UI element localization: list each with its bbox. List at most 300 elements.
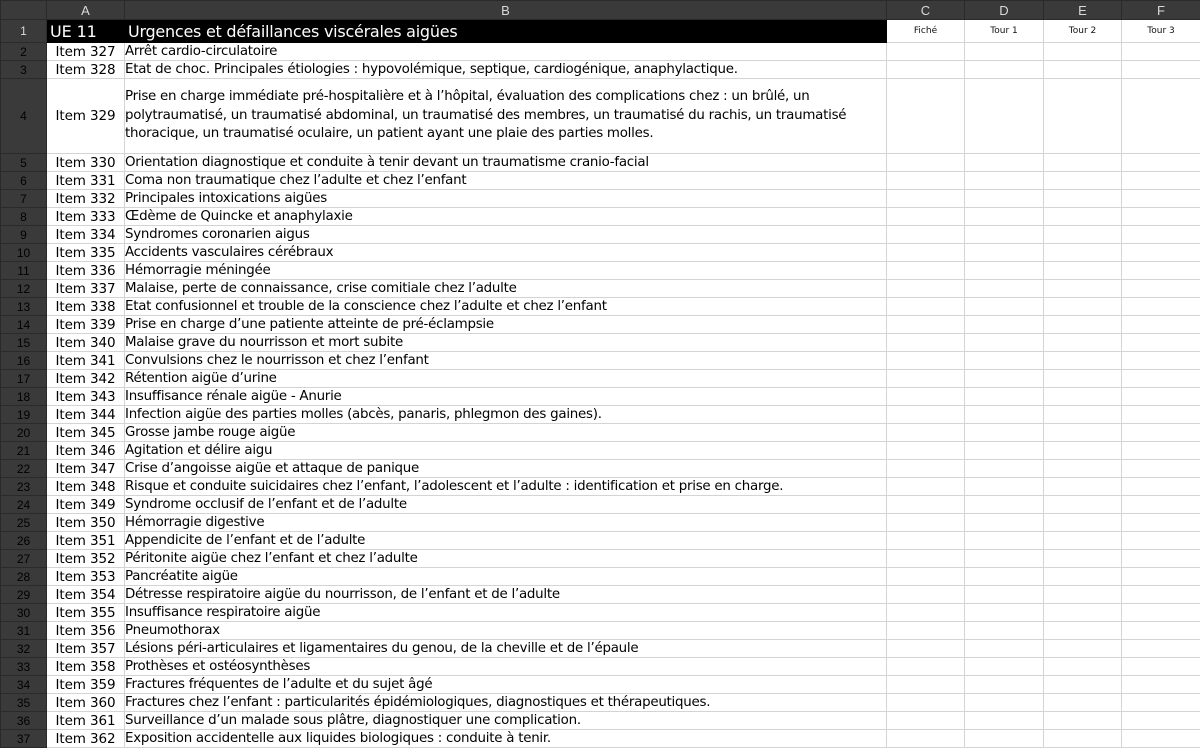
cell-item-label[interactable]: Crise d’angoisse aigüe et attaque de panique <box>125 460 887 478</box>
cell-item-number[interactable]: Item 336 <box>47 262 125 280</box>
table-row <box>1 712 1200 730</box>
cell-item-label[interactable]: Malaise grave du nourrisson et mort subite <box>125 334 887 352</box>
row-header[interactable]: 21 <box>1 442 47 460</box>
cell-tour-1[interactable] <box>965 514 1044 532</box>
column-header-b[interactable]: B <box>125 1 887 20</box>
row-header[interactable]: 9 <box>1 226 47 244</box>
cell-fiche[interactable] <box>887 154 965 172</box>
cell-tour-3[interactable] <box>1122 532 1200 550</box>
cell-item-number[interactable]: Item 329 <box>47 79 125 154</box>
cell-item-label[interactable]: Hémorragie digestive <box>125 514 887 532</box>
cell-fiche[interactable] <box>887 478 965 496</box>
column-header-e[interactable]: E <box>1044 1 1122 20</box>
cell-tour-1[interactable] <box>965 79 1044 154</box>
cell-tour-2[interactable] <box>1044 496 1122 514</box>
table-row <box>1 604 1200 622</box>
select-all-corner[interactable] <box>1 1 47 20</box>
cell-item-label[interactable]: Infection aigüe des parties molles (abcès, panaris, phlegmon des gaines). <box>125 406 887 424</box>
cell-item-number[interactable]: Item 327 <box>47 43 125 61</box>
cell-fiche[interactable] <box>887 244 965 262</box>
cell-tour-1[interactable] <box>965 712 1044 730</box>
table-row <box>1 388 1200 406</box>
cell-fiche[interactable] <box>887 280 965 298</box>
cell-tour-2[interactable] <box>1044 316 1122 334</box>
column-header-row <box>1 1 1200 20</box>
cell-item-label[interactable]: Surveillance d’un malade sous plâtre, diagnostiquer une complication. <box>125 712 887 730</box>
table-row <box>1 640 1200 658</box>
cell-item-label[interactable]: Péritonite aigüe chez l’enfant et chez l’adulte <box>125 550 887 568</box>
cell-fiche[interactable] <box>887 262 965 280</box>
cell-tour-1[interactable] <box>965 298 1044 316</box>
cell-tour-3[interactable] <box>1122 244 1200 262</box>
row-header[interactable]: 7 <box>1 190 47 208</box>
cell-fiche[interactable] <box>887 730 965 748</box>
row-header[interactable]: 11 <box>1 262 47 280</box>
cell-tour-1[interactable] <box>965 568 1044 586</box>
cell-tour-3[interactable] <box>1122 262 1200 280</box>
cell-fiche[interactable] <box>887 406 965 424</box>
cell-tour-3[interactable] <box>1122 280 1200 298</box>
cell-tour-3[interactable] <box>1122 640 1200 658</box>
cell-item-label[interactable]: Pneumothorax <box>125 622 887 640</box>
cell-tour-1[interactable] <box>965 61 1044 79</box>
row-header[interactable]: 17 <box>1 370 47 388</box>
cell-item-number[interactable]: Item 361 <box>47 712 125 730</box>
row-header[interactable]: 19 <box>1 406 47 424</box>
row-header[interactable]: 36 <box>1 712 47 730</box>
cell-fiche[interactable] <box>887 208 965 226</box>
row-header[interactable]: 25 <box>1 514 47 532</box>
cell-tour-3[interactable] <box>1122 43 1200 61</box>
table-row <box>1 154 1200 172</box>
cell-tour-3[interactable] <box>1122 61 1200 79</box>
cell-tour-2[interactable] <box>1044 280 1122 298</box>
cell-tour-2[interactable] <box>1044 622 1122 640</box>
cell-tour-2[interactable] <box>1044 532 1122 550</box>
cell-ue-code[interactable]: UE 11 <box>47 20 125 43</box>
cell-tour-3[interactable] <box>1122 712 1200 730</box>
cell-tour-2[interactable] <box>1044 676 1122 694</box>
cell-fiche[interactable] <box>887 190 965 208</box>
cell-fiche[interactable] <box>887 496 965 514</box>
cell-item-label[interactable]: Insuffisance rénale aigüe - Anurie <box>125 388 887 406</box>
cell-fiche[interactable] <box>887 352 965 370</box>
table-row <box>1 190 1200 208</box>
cell-item-label[interactable]: Syndrome occlusif de l’enfant et de l’adulte <box>125 496 887 514</box>
cell-tour-2[interactable] <box>1044 514 1122 532</box>
cell-item-number[interactable]: Item 345 <box>47 424 125 442</box>
cell-tour-3[interactable] <box>1122 424 1200 442</box>
cell-item-number[interactable]: Item 349 <box>47 496 125 514</box>
cell-tour-2[interactable] <box>1044 352 1122 370</box>
row-header[interactable]: 26 <box>1 532 47 550</box>
table-row <box>1 334 1200 352</box>
cell-tour-3[interactable] <box>1122 226 1200 244</box>
cell-item-number[interactable]: Item 330 <box>47 154 125 172</box>
cell-tour-2[interactable] <box>1044 334 1122 352</box>
column-header-f[interactable]: F <box>1122 1 1200 20</box>
cell-tour-3[interactable] <box>1122 568 1200 586</box>
column-header-a[interactable]: A <box>47 1 125 20</box>
row-header[interactable]: 5 <box>1 154 47 172</box>
cell-item-number[interactable]: Item 346 <box>47 442 125 460</box>
cell-item-number[interactable]: Item 355 <box>47 604 125 622</box>
cell-tour-2[interactable] <box>1044 658 1122 676</box>
cell-item-label[interactable]: Appendicite de l’enfant et de l’adulte <box>125 532 887 550</box>
cell-tour-3[interactable] <box>1122 370 1200 388</box>
table-row <box>1 79 1200 154</box>
cell-item-label[interactable]: Arrêt cardio-circulatoire <box>125 43 887 61</box>
cell-tour-1[interactable] <box>965 586 1044 604</box>
cell-item-number[interactable]: Item 352 <box>47 550 125 568</box>
cell-item-number[interactable]: Item 343 <box>47 388 125 406</box>
row-header[interactable]: 13 <box>1 298 47 316</box>
cell-fiche[interactable] <box>887 298 965 316</box>
cell-item-number[interactable]: Item 334 <box>47 226 125 244</box>
column-header-c[interactable]: C <box>887 1 965 20</box>
cell-tour-1[interactable] <box>965 262 1044 280</box>
table-row <box>1 730 1200 748</box>
cell-tour-1[interactable] <box>965 460 1044 478</box>
cell-fiche[interactable] <box>887 316 965 334</box>
cell-item-label[interactable]: Principales intoxications aigües <box>125 190 887 208</box>
cell-item-number[interactable]: Item 341 <box>47 352 125 370</box>
row-header[interactable]: 3 <box>1 61 47 79</box>
cell-item-number[interactable]: Item 360 <box>47 694 125 712</box>
cell-fiche[interactable] <box>887 43 965 61</box>
cell-item-number[interactable]: Item 335 <box>47 244 125 262</box>
cell-item-number[interactable]: Item 359 <box>47 676 125 694</box>
cell-tour-3[interactable] <box>1122 190 1200 208</box>
row-header[interactable]: 6 <box>1 172 47 190</box>
cell-tour-1[interactable] <box>965 622 1044 640</box>
table-row <box>1 280 1200 298</box>
row-header[interactable]: 31 <box>1 622 47 640</box>
cell-item-label[interactable]: Etat de choc. Principales étiologies : hypovolémique, septique, cardiogénique, anaphylactique. <box>125 61 887 79</box>
cell-tour-1[interactable] <box>965 676 1044 694</box>
cell-tour-2[interactable] <box>1044 388 1122 406</box>
cell-tour-2[interactable] <box>1044 712 1122 730</box>
cell-fiche[interactable] <box>887 370 965 388</box>
cell-tour-3[interactable] <box>1122 460 1200 478</box>
cell-item-number[interactable]: Item 356 <box>47 622 125 640</box>
cell-header-tour1[interactable]: Tour 1 <box>965 20 1044 43</box>
cell-fiche[interactable] <box>887 424 965 442</box>
cell-tour-3[interactable] <box>1122 586 1200 604</box>
cell-tour-2[interactable] <box>1044 406 1122 424</box>
cell-fiche[interactable] <box>887 622 965 640</box>
cell-tour-3[interactable] <box>1122 730 1200 748</box>
table-row <box>1 622 1200 640</box>
cell-tour-3[interactable] <box>1122 496 1200 514</box>
cell-tour-2[interactable] <box>1044 424 1122 442</box>
title-row <box>1 20 1200 43</box>
cell-item-number[interactable]: Item 339 <box>47 316 125 334</box>
cell-item-label[interactable]: Accidents vasculaires cérébraux <box>125 244 887 262</box>
row-header[interactable]: 1 <box>1 20 47 43</box>
cell-fiche[interactable] <box>887 79 965 154</box>
cell-item-label[interactable]: Malaise, perte de connaissance, crise comitiale chez l’adulte <box>125 280 887 298</box>
row-header[interactable]: 30 <box>1 604 47 622</box>
cell-item-number[interactable]: Item 332 <box>47 190 125 208</box>
row-header[interactable]: 24 <box>1 496 47 514</box>
cell-tour-1[interactable] <box>965 226 1044 244</box>
cell-item-label[interactable]: Lésions péri-articulaires et ligamentaires du genou, de la cheville et de l’épaule <box>125 640 887 658</box>
cell-fiche[interactable] <box>887 604 965 622</box>
row-header[interactable]: 10 <box>1 244 47 262</box>
cell-tour-3[interactable] <box>1122 154 1200 172</box>
cell-header-fiche[interactable]: Fiché <box>887 20 965 43</box>
cell-fiche[interactable] <box>887 694 965 712</box>
cell-fiche[interactable] <box>887 640 965 658</box>
cell-item-label[interactable]: Grosse jambe rouge aigüe <box>125 424 887 442</box>
row-header[interactable]: 33 <box>1 658 47 676</box>
table-row <box>1 262 1200 280</box>
cell-tour-3[interactable] <box>1122 172 1200 190</box>
cell-fiche[interactable] <box>887 586 965 604</box>
table-row <box>1 550 1200 568</box>
cell-tour-1[interactable] <box>965 640 1044 658</box>
cell-tour-2[interactable] <box>1044 604 1122 622</box>
cell-tour-2[interactable] <box>1044 172 1122 190</box>
table-row <box>1 43 1200 61</box>
cell-tour-3[interactable] <box>1122 208 1200 226</box>
cell-fiche[interactable] <box>887 460 965 478</box>
cell-fiche[interactable] <box>887 550 965 568</box>
cell-fiche[interactable] <box>887 568 965 586</box>
cell-tour-1[interactable] <box>965 352 1044 370</box>
cell-item-number[interactable]: Item 337 <box>47 280 125 298</box>
cell-item-label[interactable]: Fractures fréquentes de l’adulte et du sujet âgé <box>125 676 887 694</box>
cell-tour-2[interactable] <box>1044 478 1122 496</box>
table-row <box>1 676 1200 694</box>
row-header[interactable]: 20 <box>1 424 47 442</box>
cell-tour-3[interactable] <box>1122 676 1200 694</box>
cell-ue-title[interactable]: Urgences et défaillances viscérales aigües <box>125 20 887 43</box>
table-row <box>1 568 1200 586</box>
row-header[interactable]: 16 <box>1 352 47 370</box>
cell-tour-1[interactable] <box>965 244 1044 262</box>
cell-item-label[interactable]: Orientation diagnostique et conduite à tenir devant un traumatisme cranio-facial <box>125 154 887 172</box>
cell-item-number[interactable]: Item 354 <box>47 586 125 604</box>
cell-tour-1[interactable] <box>965 730 1044 748</box>
cell-tour-3[interactable] <box>1122 406 1200 424</box>
cell-tour-3[interactable] <box>1122 604 1200 622</box>
cell-item-number[interactable]: Item 350 <box>47 514 125 532</box>
cell-item-number[interactable]: Item 344 <box>47 406 125 424</box>
cell-fiche[interactable] <box>887 712 965 730</box>
cell-item-label[interactable]: Œdème de Quincke et anaphylaxie <box>125 208 887 226</box>
row-header[interactable]: 29 <box>1 586 47 604</box>
column-header-d[interactable]: D <box>965 1 1044 20</box>
cell-item-label[interactable]: Agitation et délire aigu <box>125 442 887 460</box>
table-row <box>1 514 1200 532</box>
cell-item-number[interactable]: Item 351 <box>47 532 125 550</box>
cell-item-label[interactable]: Syndromes coronarien aigus <box>125 226 887 244</box>
cell-tour-1[interactable] <box>965 658 1044 676</box>
cell-tour-2[interactable] <box>1044 568 1122 586</box>
cell-tour-3[interactable] <box>1122 694 1200 712</box>
cell-tour-3[interactable] <box>1122 388 1200 406</box>
row-header[interactable]: 32 <box>1 640 47 658</box>
cell-item-label[interactable]: Rétention aigüe d’urine <box>125 370 887 388</box>
cell-tour-1[interactable] <box>965 370 1044 388</box>
cell-tour-1[interactable] <box>965 478 1044 496</box>
cell-tour-3[interactable] <box>1122 352 1200 370</box>
cell-item-label[interactable]: Prise en charge d’une patiente atteinte de pré-éclampsie <box>125 316 887 334</box>
cell-item-label[interactable]: Etat confusionnel et trouble de la conscience chez l’adulte et chez l’enfant <box>125 298 887 316</box>
cell-tour-2[interactable] <box>1044 43 1122 61</box>
cell-tour-1[interactable] <box>965 172 1044 190</box>
row-header[interactable]: 8 <box>1 208 47 226</box>
table-row <box>1 226 1200 244</box>
cell-tour-1[interactable] <box>965 550 1044 568</box>
row-header[interactable]: 37 <box>1 730 47 748</box>
cell-tour-2[interactable] <box>1044 79 1122 154</box>
cell-tour-1[interactable] <box>965 442 1044 460</box>
row-header[interactable]: 28 <box>1 568 47 586</box>
cell-item-number[interactable]: Item 357 <box>47 640 125 658</box>
cell-fiche[interactable] <box>887 532 965 550</box>
cell-item-number[interactable]: Item 342 <box>47 370 125 388</box>
cell-tour-1[interactable] <box>965 388 1044 406</box>
table-row <box>1 586 1200 604</box>
cell-tour-3[interactable] <box>1122 622 1200 640</box>
cell-tour-2[interactable] <box>1044 262 1122 280</box>
cell-tour-2[interactable] <box>1044 226 1122 244</box>
cell-item-label[interactable]: Convulsions chez le nourrisson et chez l’enfant <box>125 352 887 370</box>
cell-fiche[interactable] <box>887 676 965 694</box>
cell-item-number[interactable]: Item 338 <box>47 298 125 316</box>
cell-item-label[interactable]: Prise en charge immédiate pré-hospitalière et à l’hôpital, évaluation des complications chez : un brûlé, un polytraumatisé, un traumatisé abdominal, un traumatisé des membres, un traumatisé du rachis, un traumatisé thoracique, un traumatisé oculaire, un patient ayant une plaie des parties molles. <box>125 79 887 154</box>
cell-tour-1[interactable] <box>965 496 1044 514</box>
cell-tour-2[interactable] <box>1044 190 1122 208</box>
cell-item-label[interactable]: Fractures chez l’enfant : particularités épidémiologiques, diagnostiques et thérapeutiques. <box>125 694 887 712</box>
cell-tour-1[interactable] <box>965 190 1044 208</box>
cell-item-label[interactable]: Exposition accidentelle aux liquides biologiques : conduite à tenir. <box>125 730 887 748</box>
cell-fiche[interactable] <box>887 658 965 676</box>
cell-tour-2[interactable] <box>1044 586 1122 604</box>
cell-fiche[interactable] <box>887 388 965 406</box>
cell-tour-1[interactable] <box>965 334 1044 352</box>
cell-tour-2[interactable] <box>1044 298 1122 316</box>
cell-header-tour3[interactable]: Tour 3 <box>1122 20 1200 43</box>
cell-item-label[interactable]: Insuffisance respiratoire aigüe <box>125 604 887 622</box>
cell-tour-1[interactable] <box>965 424 1044 442</box>
table-row <box>1 208 1200 226</box>
cell-tour-3[interactable] <box>1122 442 1200 460</box>
cell-tour-3[interactable] <box>1122 550 1200 568</box>
table-row <box>1 460 1200 478</box>
row-header[interactable]: 34 <box>1 676 47 694</box>
cell-tour-1[interactable] <box>965 280 1044 298</box>
cell-tour-3[interactable] <box>1122 658 1200 676</box>
cell-tour-1[interactable] <box>965 604 1044 622</box>
cell-item-label[interactable]: Hémorragie méningée <box>125 262 887 280</box>
row-header[interactable]: 12 <box>1 280 47 298</box>
table-row <box>1 316 1200 334</box>
cell-fiche[interactable] <box>887 514 965 532</box>
row-header[interactable]: 22 <box>1 460 47 478</box>
cell-tour-3[interactable] <box>1122 334 1200 352</box>
row-header[interactable]: 35 <box>1 694 47 712</box>
cell-tour-2[interactable] <box>1044 694 1122 712</box>
cell-item-number[interactable]: Item 328 <box>47 61 125 79</box>
table-row <box>1 496 1200 514</box>
table-row <box>1 406 1200 424</box>
cell-item-number[interactable]: Item 333 <box>47 208 125 226</box>
cell-tour-2[interactable] <box>1044 370 1122 388</box>
cell-tour-1[interactable] <box>965 694 1044 712</box>
cell-item-number[interactable]: Item 358 <box>47 658 125 676</box>
cell-tour-3[interactable] <box>1122 316 1200 334</box>
cell-fiche[interactable] <box>887 226 965 244</box>
table-row <box>1 658 1200 676</box>
row-header[interactable]: 23 <box>1 478 47 496</box>
cell-tour-1[interactable] <box>965 406 1044 424</box>
cell-tour-3[interactable] <box>1122 478 1200 496</box>
cell-item-number[interactable]: Item 362 <box>47 730 125 748</box>
table-row <box>1 172 1200 190</box>
cell-item-label[interactable]: Risque et conduite suicidaires chez l’enfant, l’adolescent et l’adulte : identification et prise en charge. <box>125 478 887 496</box>
cell-item-label[interactable]: Pancréatite aigüe <box>125 568 887 586</box>
row-header[interactable]: 4 <box>1 79 47 154</box>
cell-tour-2[interactable] <box>1044 61 1122 79</box>
row-header[interactable]: 27 <box>1 550 47 568</box>
table-row <box>1 352 1200 370</box>
row-header[interactable]: 18 <box>1 388 47 406</box>
cell-tour-2[interactable] <box>1044 460 1122 478</box>
cell-tour-1[interactable] <box>965 208 1044 226</box>
row-header[interactable]: 15 <box>1 334 47 352</box>
cell-item-label[interactable]: Prothèses et ostéosynthèses <box>125 658 887 676</box>
cell-tour-2[interactable] <box>1044 208 1122 226</box>
table-row <box>1 442 1200 460</box>
cell-item-number[interactable]: Item 340 <box>47 334 125 352</box>
cell-item-number[interactable]: Item 348 <box>47 478 125 496</box>
cell-fiche[interactable] <box>887 334 965 352</box>
cell-tour-2[interactable] <box>1044 154 1122 172</box>
cell-tour-2[interactable] <box>1044 730 1122 748</box>
cell-tour-3[interactable] <box>1122 298 1200 316</box>
table-row <box>1 370 1200 388</box>
cell-tour-2[interactable] <box>1044 550 1122 568</box>
cell-tour-2[interactable] <box>1044 640 1122 658</box>
cell-tour-3[interactable] <box>1122 514 1200 532</box>
table-row <box>1 424 1200 442</box>
row-header[interactable]: 2 <box>1 43 47 61</box>
cell-tour-2[interactable] <box>1044 244 1122 262</box>
cell-tour-1[interactable] <box>965 532 1044 550</box>
cell-item-number[interactable]: Item 347 <box>47 460 125 478</box>
cell-tour-3[interactable] <box>1122 79 1200 154</box>
cell-item-label[interactable]: Coma non traumatique chez l’adulte et chez l’enfant <box>125 172 887 190</box>
cell-fiche[interactable] <box>887 172 965 190</box>
cell-tour-2[interactable] <box>1044 442 1122 460</box>
cell-item-number[interactable]: Item 331 <box>47 172 125 190</box>
cell-fiche[interactable] <box>887 61 965 79</box>
cell-item-label[interactable]: Détresse respiratoire aigüe du nourrisson, de l’enfant et de l’adulte <box>125 586 887 604</box>
cell-tour-1[interactable] <box>965 43 1044 61</box>
cell-header-tour2[interactable]: Tour 2 <box>1044 20 1122 43</box>
table-row <box>1 61 1200 79</box>
table-row <box>1 532 1200 550</box>
cell-tour-1[interactable] <box>965 154 1044 172</box>
cell-fiche[interactable] <box>887 442 965 460</box>
row-header[interactable]: 14 <box>1 316 47 334</box>
cell-item-number[interactable]: Item 353 <box>47 568 125 586</box>
cell-tour-1[interactable] <box>965 316 1044 334</box>
